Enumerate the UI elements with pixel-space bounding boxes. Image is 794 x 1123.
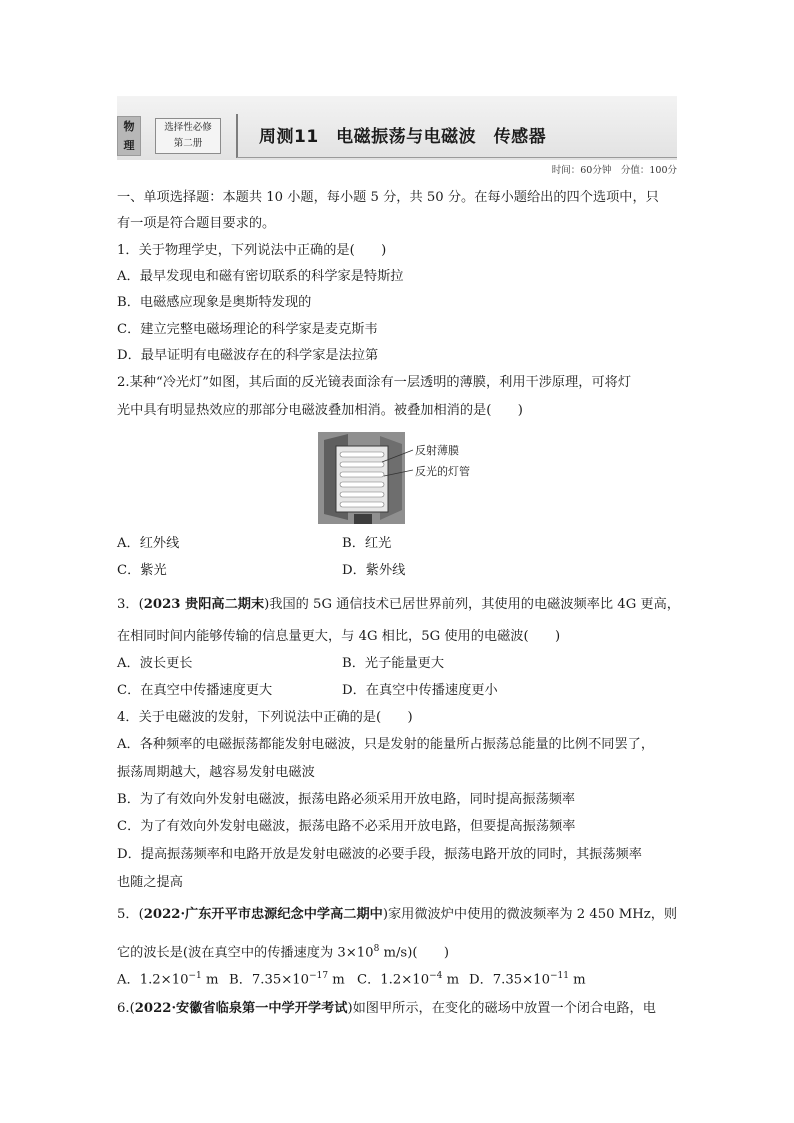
q4-option-c: C．为了有效向外发射电磁波，振荡电路不必采用开放电路，但要提高振荡频率 [117, 819, 576, 834]
q6-source: 2022·安徽省临泉第一中学开学考试 [134, 1001, 348, 1016]
q3-option-c: C．在真空中传播速度更大 [117, 683, 273, 698]
q5-option-c [357, 967, 459, 989]
q5-stem-line-1 [117, 906, 677, 924]
q1-stem: 1．关于物理学史，下列说法中正确的是( ) [117, 243, 387, 258]
q5-option-a-unit: m [201, 972, 219, 988]
q5-stem-part-b: m/s)( ) [379, 945, 450, 961]
q2-option-d: D．紫外线 [342, 563, 406, 578]
book-line-1: 选择性必修 [164, 122, 212, 133]
label-reflective-tube: 反光的灯管 [415, 465, 470, 478]
q3-source: 2023 贵阳高二期末 [143, 597, 265, 612]
q3-stem-line-1 [117, 596, 680, 614]
subject-tag [117, 116, 141, 156]
q3-option-a: A．波长更长 [117, 656, 193, 671]
q1-option-d: D．最早证明有电磁波存在的科学家是法拉第 [117, 348, 379, 363]
q5-option-c-exponent: −4 [429, 971, 443, 981]
q2-option-c: C．紫光 [117, 563, 167, 578]
q5-stem-line-2 [117, 940, 449, 962]
q3-stem-line-2: 在相同时间内能够传输的信息量更大，与 4G 相比，5G 使用的电磁波( ) [117, 629, 561, 644]
q2-stem-line-1: 2.某种“冷光灯”如图，其后面的反光镜表面涂有一层透明的薄膜，利用干涉原理，可将灯 [117, 375, 631, 390]
q6-stem-rest: )如图甲所示，在变化的磁场中放置一个闭合电路，电 [347, 1001, 656, 1016]
header-banner [117, 96, 677, 160]
q6-stem-line-1 [117, 1000, 656, 1018]
header-divider-horizontal [237, 157, 677, 158]
section-instruction-line-1: 一、单项选择题：本题共 10 小题，每小题 5 分，共 50 分。在每小题给出的四个选项中，只 [117, 190, 659, 205]
q2-option-a: A．红外线 [117, 536, 180, 551]
q1-option-c: C．建立完整电磁场理论的科学家是麦克斯韦 [117, 322, 378, 337]
section-instruction-line-2: 有一项是符合题目要求的。 [117, 216, 276, 231]
cold-light-lamp-figure [318, 432, 478, 524]
q4-stem: 4．关于电磁波的发射，下列说法中正确的是( ) [117, 710, 413, 725]
q4-option-d-line-2: 也随之提高 [117, 875, 183, 890]
q4-option-a-line-1: A．各种频率的电磁振荡都能发射电磁波，只是发射的能量所占振荡总能量的比例不同罢了， [117, 737, 655, 752]
q5-stem-rest: )家用微波炉中使用的微波频率为 2 450 MHz，则 [382, 907, 678, 922]
subject-line-2: 理 [123, 139, 135, 152]
q5-option-a-base: A．1.2×10 [117, 972, 189, 988]
q1-option-b: B．电磁感应现象是奥斯特发现的 [117, 295, 312, 310]
page-title: 周测11 电磁振荡与电磁波 传感器 [259, 127, 547, 147]
header-divider-vertical [236, 114, 238, 158]
q4-option-d-line-1: D．提高振荡频率和电路开放是发射电磁波的必要手段，振荡电路开放的同时，其振荡频率 [117, 847, 642, 862]
time-score-meta: 时间：60分钟 分值：100分 [551, 165, 677, 176]
label-reflective-film: 反射薄膜 [415, 444, 459, 457]
q3-stem-rest: )我国的 5G 通信技术已居世界前列，其使用的电磁波频率比 4G 更高， [264, 597, 680, 612]
book-tag [155, 118, 221, 154]
q5-option-c-base: C．1.2×10 [357, 972, 430, 988]
q3-number: 3．( [117, 597, 144, 612]
q5-option-a-exponent: −1 [188, 971, 202, 981]
q5-option-c-unit: m [442, 972, 460, 988]
q5-source: 2022·广东开平市忠源纪念中学高二期中 [143, 907, 383, 922]
q3-option-d: D．在真空中传播速度更小 [342, 683, 498, 698]
q4-option-a-line-2: 振荡周期越大，越容易发射电磁波 [117, 765, 315, 780]
q3-option-b: B．光子能量更大 [342, 656, 445, 671]
q5-option-b-unit: m [328, 972, 345, 988]
q5-option-d [469, 967, 586, 989]
q2-option-b: B．红光 [342, 536, 392, 551]
q5-option-b-exponent: −17 [309, 971, 329, 981]
q4-option-b: B．为了有效向外发射电磁波，振荡电路必须采用开放电路，同时提高振荡频率 [117, 792, 576, 807]
q5-stem-part-a: 它的波长是(波在真空中的传播速度为 3×10 [117, 945, 374, 961]
q5-stem-exponent: 8 [373, 944, 380, 954]
q1-option-a: A．最早发现电和磁有密切联系的科学家是特斯拉 [117, 269, 404, 284]
q5-option-d-exponent: −11 [549, 971, 569, 981]
q5-option-b [229, 967, 345, 989]
q6-number: 6.( [117, 1001, 135, 1016]
q5-option-d-base: D．7.35×10 [469, 972, 550, 988]
q5-option-b-base: B．7.35×10 [229, 972, 310, 988]
q5-option-a [117, 967, 219, 989]
q2-stem-line-2: 光中具有明显热效应的那部分电磁波叠加相消。被叠加相消的是( ) [117, 403, 523, 418]
subject-line-1: 物 [123, 120, 135, 133]
book-line-2: 第二册 [173, 138, 203, 149]
q5-number: 5．( [117, 907, 144, 922]
q5-option-d-unit: m [568, 972, 586, 988]
